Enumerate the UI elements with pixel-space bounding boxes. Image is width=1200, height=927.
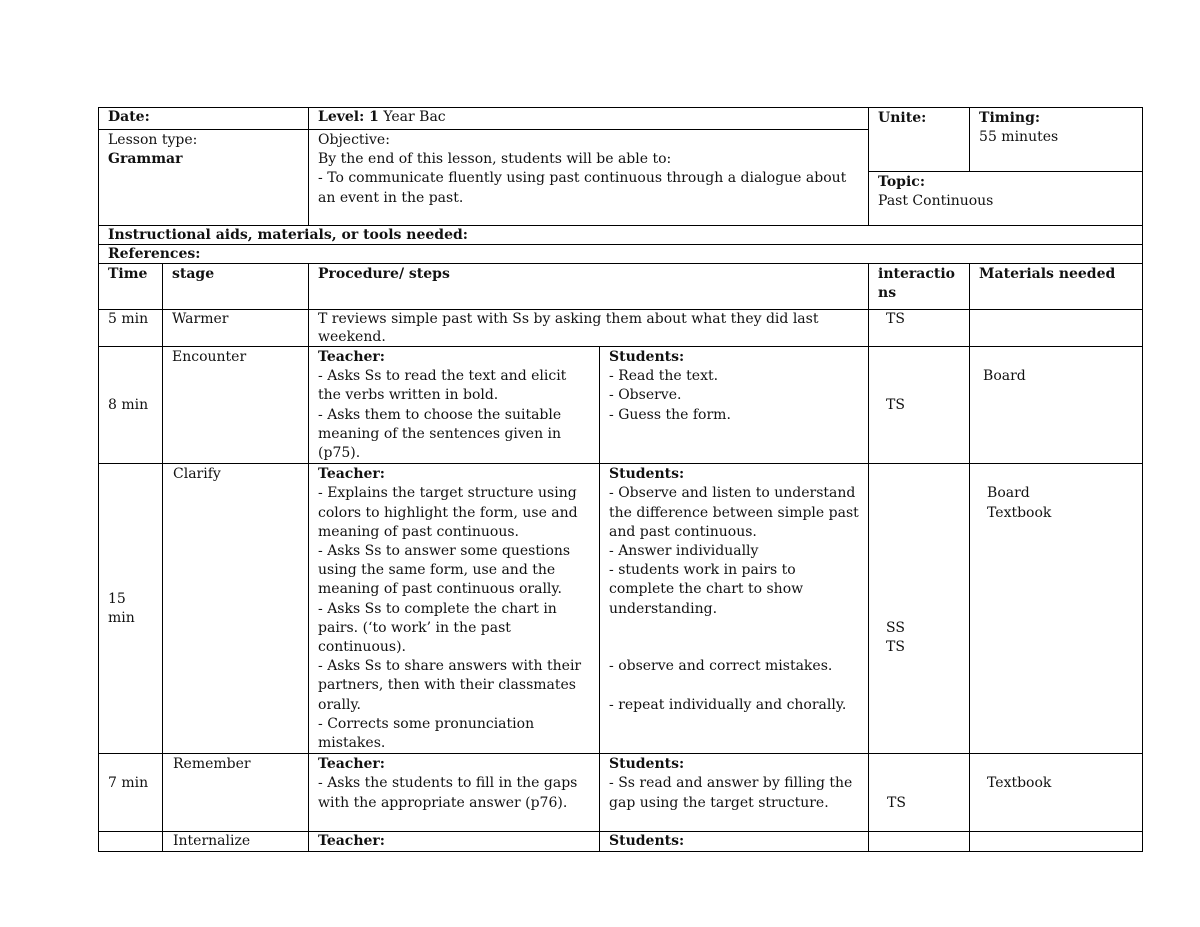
encounter-teacher-step-1: - Asks Ss to read the text and elicit the verbs written in bold. — [318, 368, 567, 404]
references-label: References: — [99, 245, 1143, 264]
col-interaction: interactions — [869, 264, 970, 310]
col-materials: Materials needed — [970, 264, 1143, 310]
table-row-clarify — [99, 464, 1143, 754]
date-label: Date: — [108, 109, 150, 125]
encounter-students-step-2: - Observe. — [609, 387, 682, 404]
col-stage: stage — [163, 264, 309, 310]
clarify-teacher-step-1: - Explains the target structure using colors to highlight the form, use and meaning of past continuous. — [318, 485, 578, 540]
objective-cell — [309, 130, 869, 226]
lesson-type-label: Lesson type: — [108, 132, 198, 148]
topic-label: Topic: — [878, 174, 925, 190]
clarify-teacher-label: Teacher: — [318, 466, 385, 483]
table-row-encounter — [99, 347, 1143, 464]
remember-teacher-label: Teacher: — [318, 756, 385, 773]
clarify-teacher — [309, 464, 600, 754]
remember-students-step-1: - Ss read and answer by filling the gap using the target structure. — [609, 775, 853, 811]
clarify-teacher-step-4: - Asks Ss to share answers with their partners, then with their classmates orally. — [318, 658, 582, 713]
remember-time-cell — [99, 754, 163, 832]
clarify-stage: Clarify — [163, 464, 309, 754]
date-cell — [99, 108, 309, 130]
table-row-warmer — [99, 310, 1143, 347]
aids-label: Instructional aids, materials, or tools needed: — [99, 226, 1143, 245]
clarify-materials-1: Board — [987, 485, 1030, 502]
remember-teacher — [309, 754, 600, 832]
clarify-materials-cell — [970, 464, 1143, 754]
warmer-stage: Warmer — [163, 310, 309, 347]
clarify-students-step-4: - observe and correct mistakes. — [609, 658, 833, 675]
clarify-interaction-cell — [869, 464, 970, 754]
references-row — [99, 245, 1143, 264]
header-row — [99, 108, 1143, 130]
clarify-time-1: 15 — [108, 591, 126, 608]
clarify-students-step-2: - Answer individually — [609, 543, 759, 560]
col-time: Time — [99, 264, 163, 310]
clarify-students-step-3: - students work in pairs to complete the chart to show understanding. — [609, 562, 804, 617]
level-cell — [309, 108, 869, 130]
lesson-type-cell — [99, 130, 309, 226]
warmer-materials — [970, 310, 1143, 347]
timing-cell — [970, 108, 1143, 172]
clarify-students-label: Students: — [609, 466, 685, 483]
encounter-teacher-step-2: - Asks them to choose the suitable meaning of the sentences given in (p75). — [318, 406, 562, 462]
clarify-time-cell — [99, 464, 163, 754]
objective-intro: By the end of this lesson, students will be able to: — [318, 151, 672, 168]
lesson-plan-page — [98, 107, 1142, 852]
internalize-interaction — [869, 832, 970, 852]
clarify-teacher-step-5: - Corrects some pronunciation mistakes. — [318, 715, 535, 752]
remember-interaction-cell — [869, 754, 970, 832]
encounter-materials-cell — [970, 347, 1143, 464]
col-procedure: Procedure/ steps — [309, 264, 869, 310]
internalize-stage: Internalize — [163, 832, 309, 852]
remember-students — [600, 754, 869, 832]
timing-value: 55 minutes — [979, 129, 1059, 146]
objective-title: Objective: — [318, 132, 390, 148]
unite-cell — [869, 108, 970, 172]
clarify-teacher-step-2: - Asks Ss to answer some questions using the same form, use and the meaning of past continuous orally. — [318, 543, 571, 598]
remember-students-label: Students: — [609, 756, 685, 773]
encounter-teacher — [309, 347, 600, 464]
remember-teacher-step-1: - Asks the students to fill in the gaps with the appropriate answer (p76). — [318, 775, 578, 811]
encounter-teacher-label: Teacher: — [318, 349, 385, 365]
encounter-students-step-3: - Guess the form. — [609, 406, 731, 423]
clarify-teacher-step-3: - Asks Ss to complete the chart in pairs. (‘to work’ in the past continuous). — [318, 600, 557, 656]
unite-label: Unite: — [878, 110, 927, 126]
encounter-stage: Encounter — [163, 347, 309, 464]
lesson-type-value: Grammar — [108, 151, 183, 168]
clarify-interaction-2: TS — [886, 638, 905, 655]
table-row-remember — [99, 754, 1143, 832]
remember-interaction: TS — [887, 794, 906, 811]
encounter-students-step-1: - Read the text. — [609, 368, 719, 385]
objective-text: - To communicate fluently using past continuous through a dialogue about an event in the past. — [318, 170, 847, 206]
clarify-students-step-1: - Observe and listen to understand the difference between simple past and past continuous. — [609, 485, 859, 540]
warmer-interaction: TS — [869, 310, 970, 347]
encounter-time: 8 min — [99, 347, 163, 464]
warmer-time: 5 min — [99, 310, 163, 347]
encounter-interaction: TS — [869, 347, 970, 464]
clarify-students-step-5: - repeat individually and chorally. — [609, 696, 847, 713]
clarify-time-2: min — [108, 610, 135, 627]
clarify-students — [600, 464, 869, 754]
remember-materials-cell — [970, 754, 1143, 832]
remember-time: 7 min — [108, 775, 149, 792]
internalize-materials — [970, 832, 1143, 852]
clarify-materials-2: Textbook — [987, 504, 1052, 521]
clarify-interaction-1: SS — [886, 619, 905, 636]
level-label: Level: 1 — [318, 109, 379, 125]
internalize-students-label: Students: — [600, 832, 869, 852]
remember-stage: Remember — [163, 754, 309, 832]
encounter-students-label: Students: — [609, 349, 685, 365]
level-value: Year Bac — [378, 109, 446, 125]
column-header-row — [99, 264, 1143, 310]
warmer-procedure: T reviews simple past with Ss by asking them about what they did last weekend. — [309, 310, 869, 347]
topic-value: Past Continuous — [878, 193, 994, 210]
lesson-plan-table — [98, 107, 1143, 852]
topic-cell — [869, 172, 1143, 226]
encounter-materials: Board — [983, 368, 1026, 385]
remember-materials: Textbook — [987, 775, 1052, 792]
table-row-internalize — [99, 832, 1143, 852]
internalize-teacher-label: Teacher: — [309, 832, 600, 852]
internalize-time — [99, 832, 163, 852]
encounter-students — [600, 347, 869, 464]
timing-label: Timing: — [979, 110, 1041, 126]
aids-row — [99, 226, 1143, 245]
